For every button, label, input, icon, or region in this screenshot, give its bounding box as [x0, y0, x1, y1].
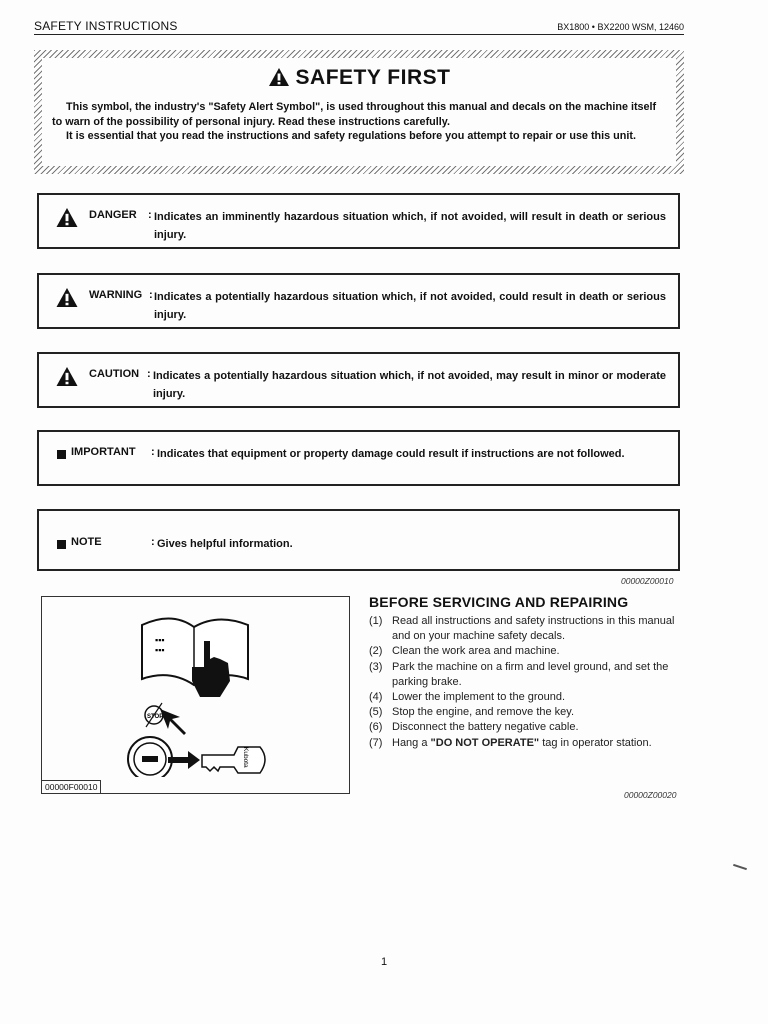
caution-box [37, 352, 680, 408]
page-header [34, 18, 684, 35]
danger-desc: Indicates an imminently hazardous situation which, if not avoided, will result in death or serious injury. [154, 211, 666, 241]
stop-label: STOP [147, 714, 164, 720]
step-4: (4) Lower the implement to the ground. [369, 691, 566, 704]
caution-term: CAUTION [89, 368, 140, 380]
figure-code: 00000F00010 [42, 780, 101, 793]
manual-code: BX1800 • BX2200 WSM, 12460 [557, 22, 684, 32]
step-3: (3) Park the machine on a firm and level ground, and set the parking brake. [369, 660, 669, 688]
note-square-icon [57, 540, 66, 549]
safety-first-text [52, 100, 668, 144]
caution-alert-icon [55, 366, 79, 387]
safety-first-paragraph-1: This symbol, the industry's "Safety Alert Symbol", is used throughout this manual and decals on the machine itself to warn of the possibility of personal injury. Read these instructions carefully. [52, 101, 657, 128]
note-desc: Gives helpful information. [157, 538, 293, 550]
caution-desc: Indicates a potentially hazardous situation which, if not avoided, may result in minor or moderate injury. [153, 370, 666, 400]
safety-first-title-text: SAFETY FIRST [295, 66, 451, 89]
important-colon: : [151, 446, 155, 458]
danger-box [37, 193, 680, 249]
definitions-code: 00000Z00010 [621, 576, 674, 586]
manual-and-key-illustration [42, 597, 349, 777]
step-2: (2) Clean the work area and machine. [369, 645, 560, 658]
safety-first-box [34, 50, 684, 174]
important-box [37, 430, 680, 486]
warning-box [37, 273, 680, 329]
note-term: NOTE [71, 536, 102, 548]
page-number: 1 [380, 956, 388, 968]
warning-alert-icon [55, 287, 79, 308]
key-brand-label: Kubota [242, 747, 249, 768]
safety-first-inner [42, 58, 676, 166]
step-5: (5) Stop the engine, and remove the key. [369, 706, 575, 719]
important-desc: Indicates that equipment or property damage could result if instructions are not followed. [157, 448, 625, 460]
section-heading: SAFETY INSTRUCTIONS [34, 19, 178, 33]
safety-first-title [42, 66, 676, 90]
danger-colon: : [148, 209, 152, 221]
step-1: (1) Read all instructions and safety instructions in this manual and on your machine safety decals. [369, 615, 675, 643]
before-servicing-steps [369, 614, 687, 751]
safety-first-paragraph-2: It is essential that you read the instructions and safety regulations before you attempt to repair or use this unit. [66, 130, 636, 142]
danger-term: DANGER [89, 209, 137, 221]
before-servicing-title: BEFORE SERVICING AND REPAIRING [369, 594, 629, 610]
steps-code: 00000Z00020 [624, 790, 677, 800]
warning-desc: Indicates a potentially hazardous situation which, if not avoided, could result in death or serious injury. [154, 291, 666, 321]
svg-text:▪▪▪: ▪▪▪ [155, 645, 165, 655]
figure-illustration [41, 596, 350, 794]
important-square-icon [57, 450, 66, 459]
danger-alert-icon [55, 207, 79, 228]
note-box [37, 509, 680, 571]
warning-colon: : [149, 289, 153, 301]
safety-alert-icon [268, 67, 290, 87]
caution-colon: : [147, 368, 151, 380]
step-7: (7) Hang a "DO NOT OPERATE" tag in operator station. [369, 736, 652, 749]
important-term: IMPORTANT [71, 446, 136, 458]
step-6: (6) Disconnect the battery negative cable. [369, 721, 579, 734]
scan-mark [733, 864, 747, 870]
note-colon: : [151, 536, 155, 548]
warning-term: WARNING [89, 289, 143, 301]
svg-text:▪▪▪: ▪▪▪ [155, 635, 165, 645]
